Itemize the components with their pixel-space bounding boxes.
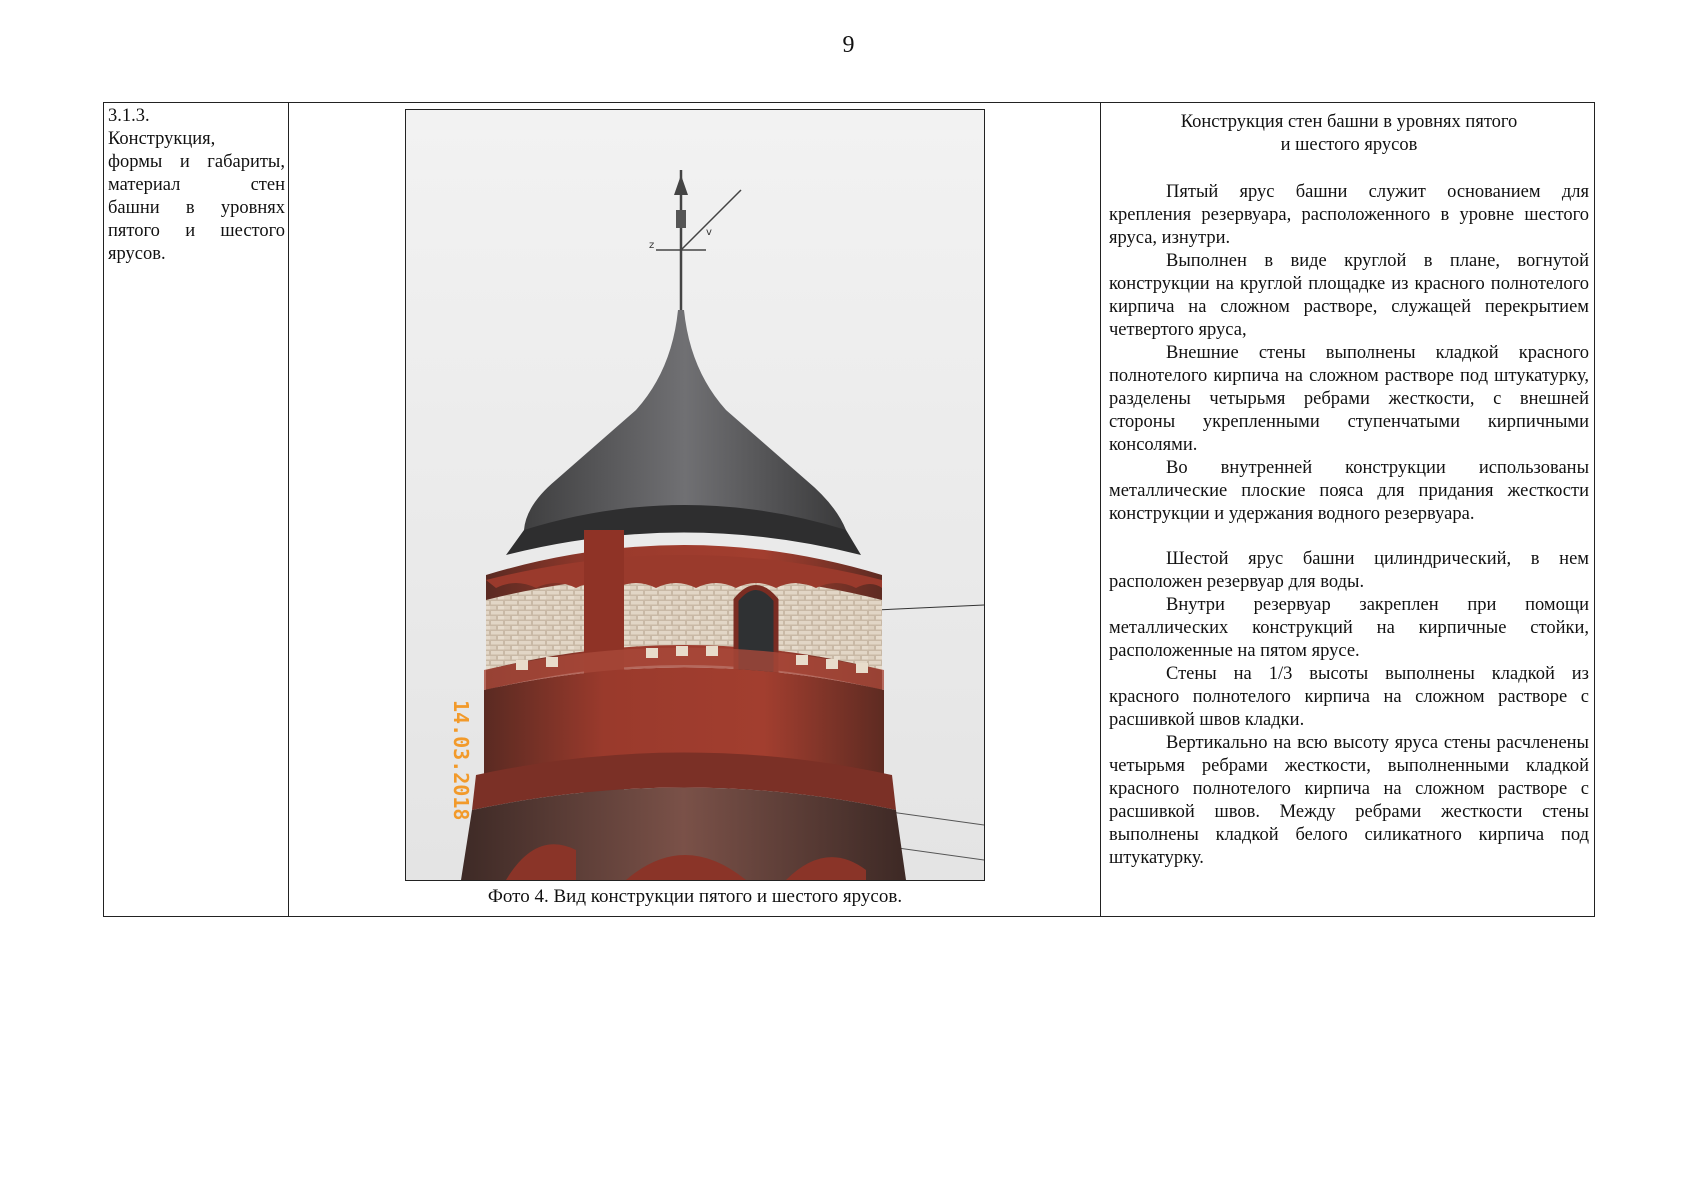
section-title-line: формы и габариты, bbox=[108, 152, 285, 172]
section-number: 3.1.3. bbox=[108, 106, 150, 126]
description-cell bbox=[1109, 111, 1589, 870]
paragraph: Внутри резервуар закреплен при помощи металлических конструкций на кирпичные стойки, расположенные на пятом ярусе. bbox=[1109, 595, 1589, 661]
heading-line: Конструкция стен башни в уровнях пятого bbox=[1180, 112, 1518, 132]
paragraph: Вертикально на всю высоту яруса стены расчленены четырьмя ребрами жесткости, выполненными кладкой красного полнотелого кирпича на сложном растворе с расшивкой швов. Между ребрами жесткости стены выполнены кладкой белого силикатного кирпича под штукатурку. bbox=[1109, 733, 1589, 868]
section-title-line: материал стен bbox=[108, 175, 285, 195]
column-divider bbox=[1100, 103, 1101, 916]
document-table bbox=[103, 102, 1595, 917]
section-title-line: пятого и шестого bbox=[108, 221, 285, 241]
column-divider bbox=[288, 103, 289, 916]
section-title-line: Конструкция, bbox=[108, 129, 216, 149]
paragraph: Стены на 1/3 высоты выполнены кладкой из красного полнотелого кирпича на сложном растворе с расшивкой швов кладки. bbox=[1109, 664, 1589, 730]
heading-line: и шестого ярусов bbox=[1280, 135, 1418, 155]
section-title-line: ярусов. bbox=[108, 244, 166, 264]
photo-date-stamp: 14.03.2018 bbox=[449, 700, 473, 821]
page-number: 9 bbox=[842, 32, 855, 58]
description-heading bbox=[1109, 111, 1589, 157]
paragraph: Шестой ярус башни цилиндрический, в нем расположен резервуар для воды. bbox=[1109, 549, 1589, 592]
tower-photo bbox=[405, 109, 985, 881]
svg-text:z: z bbox=[649, 240, 655, 251]
section-title-line: башни в уровнях bbox=[108, 198, 285, 218]
paragraph: Во внутренней конструкции использованы металлические плоские пояса для придания жесткости конструкции и удержания водного резервуара. bbox=[1109, 458, 1589, 524]
section-title-cell bbox=[108, 105, 285, 266]
photo-caption: Фото 4. Вид конструкции пятого и шестого ярусов. bbox=[487, 886, 903, 907]
paragraph: Пятый ярус башни служит основанием для крепления резервуара, расположенного в уровне шестого яруса, изнутри. bbox=[1109, 182, 1589, 248]
paragraph: Выполнен в виде круглой в плане, вогнутой конструкции на круглой площадке из красного полнотелого кирпича на сложном растворе, служащей перекрытием четвертого яруса, bbox=[1109, 251, 1589, 340]
svg-text:v: v bbox=[706, 227, 712, 238]
paragraph: Внешние стены выполнены кладкой красного полнотелого кирпича на сложном растворе под штукатурку, разделены четырьмя ребрами жесткости, с внешней стороны укрепленными ступенчатыми кирпичными консолями. bbox=[1109, 343, 1589, 455]
